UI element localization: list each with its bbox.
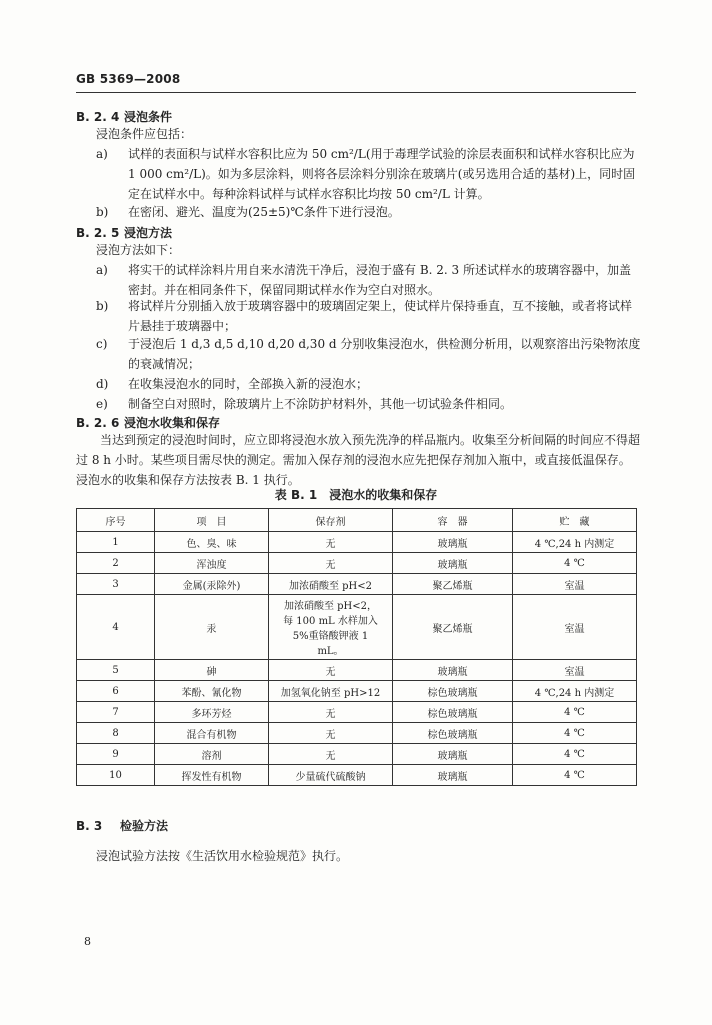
table-cell: 金属(汞除外)	[155, 574, 269, 595]
table-cell: 7	[77, 702, 155, 723]
table-row	[77, 702, 637, 723]
table-cell: 玻璃瓶	[393, 532, 513, 553]
table-cell: 6	[77, 681, 155, 702]
column-header: 贮 藏	[513, 509, 637, 532]
list-item	[96, 202, 641, 222]
table-row	[77, 574, 637, 595]
list-text: 将实干的试样涂料片用自来水清洗干净后，浸泡于盛有 B. 2. 3 所述试样水的玻璃容器中，加盖密封。并在相同条件下，保留同期试样水作为空白对照水。	[128, 263, 631, 297]
section-title: 浸泡方法	[124, 226, 173, 240]
column-header: 容 器	[393, 509, 513, 532]
table-cell: 室温	[513, 595, 637, 660]
table-cell: 聚乙烯瓶	[393, 595, 513, 660]
column-header: 项 目	[155, 509, 269, 532]
column-header: 序号	[77, 509, 155, 532]
table-cell: 10	[77, 765, 155, 786]
table-cell: 室温	[513, 660, 637, 681]
table-cell: 多环芳烃	[155, 702, 269, 723]
list-text: 在收集浸泡水的同时，全部换入新的浸泡水；	[128, 377, 369, 391]
list-item	[96, 260, 641, 300]
table-row	[77, 723, 637, 744]
table-cell: 8	[77, 723, 155, 744]
list-item	[96, 296, 641, 336]
table-cell: 4 ℃,24 h 内测定	[513, 532, 637, 553]
table-cell: 无	[269, 723, 393, 744]
table-row	[77, 532, 637, 553]
section-number: B. 3	[76, 819, 103, 833]
list-label: b)	[96, 299, 109, 313]
table-cell: 混合有机物	[155, 723, 269, 744]
table-cell: 砷	[155, 660, 269, 681]
list-label: a)	[96, 147, 108, 161]
table-row	[77, 744, 637, 765]
list-label: a)	[96, 263, 108, 277]
table-cell: 浑浊度	[155, 553, 269, 574]
table-cell: 玻璃瓶	[393, 660, 513, 681]
header-divider	[76, 92, 636, 93]
table-cell: 加氢氧化钠至 pH>12	[269, 681, 393, 702]
table-cell: 聚乙烯瓶	[393, 574, 513, 595]
table-cell: 无	[269, 553, 393, 574]
paragraph: 浸泡试验方法按《生活饮用水检验规范》执行。	[96, 849, 349, 863]
table-cell: 玻璃瓶	[393, 553, 513, 574]
table-cell: 挥发性有机物	[155, 765, 269, 786]
table-cell: 溶剂	[155, 744, 269, 765]
table-row	[77, 765, 637, 786]
list-item	[96, 394, 641, 414]
paragraph: 当达到预定的浸泡时间时，应立即将浸泡水放入预先洗净的样品瓶内。收集至分析间隔的时间应不得超过 8 h 小时。某些项目需尽快的测定。需加入保存剂的浸泡水应先把保存剂加入瓶中，或直接低温保存。浸泡水的收集和保存方法按表 B. 1 执行。	[76, 433, 641, 487]
table-cell: 玻璃瓶	[393, 744, 513, 765]
table-cell: 室温	[513, 574, 637, 595]
column-header: 保存剂	[269, 509, 393, 532]
list-text: 将试样片分别插入放于玻璃容器中的玻璃固定架上，使试样片保持垂直，互不接触，或者将试样片悬挂于玻璃器中；	[128, 299, 633, 333]
table-header-row	[77, 509, 637, 532]
table-cell: 4 ℃	[513, 744, 637, 765]
standard-code: GB 5369—2008	[76, 72, 181, 86]
paragraph: 浸泡方法如下：	[96, 243, 181, 257]
list-text: 试样的表面积与试样水容积比应为 50 cm²/L(用于毒理学试验的涂层表面积和试样水容积比应为 1 000 cm²/L)。如为多层涂料，则将各层涂料分别涂在玻璃片(或另选用合适的基材)上，同时固定在试样水中。每种涂料试样与试样水容积比均按 50 cm²/L 计算。	[128, 147, 636, 201]
list-label: b)	[96, 205, 109, 219]
table-cell: 4 ℃	[513, 702, 637, 723]
table-title: 表 B. 1 浸泡水的收集和保存	[274, 488, 438, 502]
section-number: B. 2. 6	[76, 416, 120, 430]
list-item	[96, 374, 641, 394]
section-number: B. 2. 4	[76, 110, 120, 124]
section-heading-b3	[76, 817, 168, 834]
section-heading-b25	[76, 224, 172, 241]
table-cell: 4 ℃	[513, 765, 637, 786]
list-item	[96, 334, 641, 374]
page-number: 8	[84, 935, 91, 948]
table-cell: 3	[77, 574, 155, 595]
list-label: e)	[96, 397, 108, 411]
table-cell: 无	[269, 702, 393, 723]
table-cell: 4 ℃	[513, 553, 637, 574]
table-cell: 5	[77, 660, 155, 681]
table-cell: 苯酚、氰化物	[155, 681, 269, 702]
table-cell: 4 ℃,24 h 内测定	[513, 681, 637, 702]
section-number: B. 2. 5	[76, 226, 120, 240]
storage-table	[76, 508, 637, 786]
table-row	[77, 681, 637, 702]
table-row	[77, 660, 637, 681]
table-cell: 加浓硝酸至 pH<2，每 100 mL 水样加入 5%重铬酸钾液 1 mL。	[269, 595, 393, 660]
table-cell: 无	[269, 744, 393, 765]
table-cell: 玻璃瓶	[393, 765, 513, 786]
section-title: 检验方法	[120, 819, 169, 833]
list-label: d)	[96, 377, 109, 391]
table-row	[77, 553, 637, 574]
section-title: 浸泡水收集和保存	[124, 416, 221, 430]
table-cell: 9	[77, 744, 155, 765]
table-cell: 加浓硝酸至 pH<2	[269, 574, 393, 595]
table-cell: 汞	[155, 595, 269, 660]
table-cell: 棕色玻璃瓶	[393, 702, 513, 723]
table-cell: 棕色玻璃瓶	[393, 723, 513, 744]
table-cell: 4	[77, 595, 155, 660]
section-title: 浸泡条件	[124, 110, 173, 124]
list-label: c)	[96, 337, 108, 351]
table-cell: 1	[77, 532, 155, 553]
list-text: 制备空白对照时，除玻璃片上不涂防护材料外，其他一切试验条件相同。	[128, 397, 513, 411]
table-cell: 棕色玻璃瓶	[393, 681, 513, 702]
table-cell: 4 ℃	[513, 723, 637, 744]
paragraph: 浸泡条件应包括：	[96, 127, 193, 141]
section-heading-b24	[76, 108, 172, 125]
list-text: 于浸泡后 1 d,3 d,5 d,10 d,20 d,30 d 分别收集浸泡水，供检测分析用，以观察溶出污染物浓度的衰减情况；	[128, 337, 641, 371]
table-row	[77, 595, 637, 660]
table-cell: 无	[269, 532, 393, 553]
section-heading-b26	[76, 414, 220, 431]
table-cell: 2	[77, 553, 155, 574]
table-cell: 色、臭、味	[155, 532, 269, 553]
table-cell: 无	[269, 660, 393, 681]
list-text: 在密闭、避光、温度为(25±5)℃条件下进行浸泡。	[128, 205, 400, 219]
table-cell: 少量硫代硫酸钠	[269, 765, 393, 786]
list-item	[96, 144, 641, 204]
